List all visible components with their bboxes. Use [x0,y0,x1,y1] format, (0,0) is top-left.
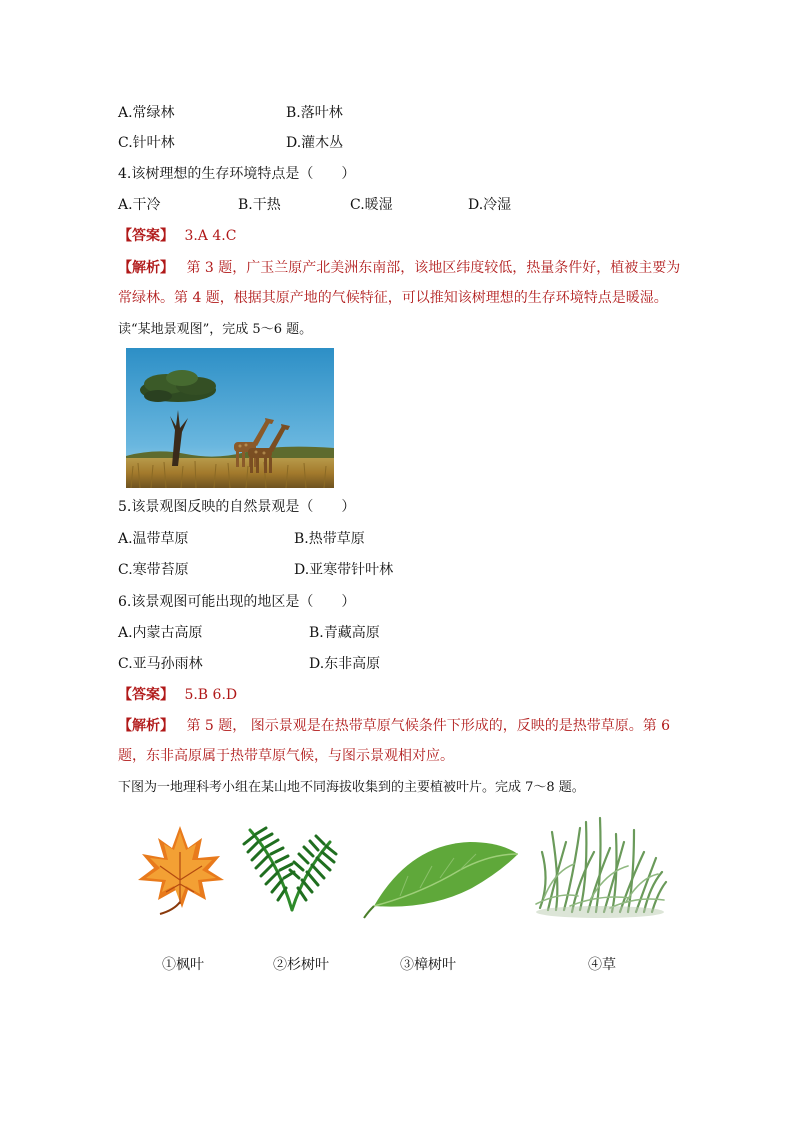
q6-option-b: B.青藏高原 [309,625,380,641]
q4-stem: 4.该树理想的生存环境特点是（ ） [118,166,356,182]
analysis-label: 【解析】 [118,260,174,276]
q3-option-d: D.灌木丛 [286,135,344,151]
q3-option-c: C.针叶林 [118,135,175,151]
caption-camphor-leaf: ③樟树叶 [400,957,456,973]
q5-option-a: A.温带草原 [118,531,189,547]
answer-text: 5.B 6.D [184,687,238,703]
q6-stem: 6.该景观图可能出现的地区是（ ） [118,594,356,610]
analysis-1-line-1: 第 3 题，广玉兰原产北美洲东南部，该地区纬度较低，热量条件好，植被主要为 [186,260,681,276]
analysis-2 [118,716,670,736]
analysis-label: 【解析】 [118,718,174,734]
fir-leaf-image [238,822,343,918]
answer-label: 【答案】 [118,687,174,703]
q4-option-d: D.冷湿 [468,197,512,213]
savanna-giraffe-image [126,348,334,488]
q6-option-d: D.东非高原 [309,656,381,672]
intro-q7-8: 下图为一地理科考小组在某山地不同海拔收集到的主要植被叶片。完成 7～8 题。 [118,780,585,795]
answer-1 [118,226,236,246]
q5-option-d: D.亚寒带针叶林 [294,562,394,578]
q4-option-a: A.干冷 [118,197,161,213]
q4-option-b: B.干热 [238,197,281,213]
caption-fir-leaf: ②杉树叶 [273,957,329,973]
intro-q5-6: 读“某地景观图”，完成 5～6 题。 [118,322,313,337]
q3-option-b: B.落叶林 [286,105,343,121]
q3-option-a: A.常绿林 [118,105,175,121]
maple-leaf-image [132,822,227,920]
caption-maple-leaf: ①枫叶 [162,957,204,973]
answer-label: 【答案】 [118,228,174,244]
analysis-1 [118,258,680,278]
q5-option-b: B.热带草原 [294,531,365,547]
grass-image [530,812,670,920]
caption-grass: ④草 [588,957,616,973]
q4-option-c: C.暖湿 [350,197,393,213]
q5-option-c: C.寒带苔原 [118,562,189,578]
answer-text: 3.A 4.C [184,228,237,244]
q6-option-a: A.内蒙古高原 [118,625,203,641]
analysis-1-line-2: 常绿林。第 4 题，根据其原产地的气候特征，可以推知该树理想的生存环境特点是暖湿。 [118,290,668,306]
q5-stem: 5.该景观图反映的自然景观是（ ） [118,499,356,515]
analysis-2-line-1: 第 5 题， 图示景观是在热带草原气候条件下形成的，反映的是热带草原。第 6 [186,718,671,734]
analysis-2-line-2: 题，东非高原属于热带草原气候，与图示景观相对应。 [118,748,454,764]
camphor-leaf-image [360,832,522,922]
q6-option-c: C.亚马孙雨林 [118,656,203,672]
answer-2 [118,685,237,705]
